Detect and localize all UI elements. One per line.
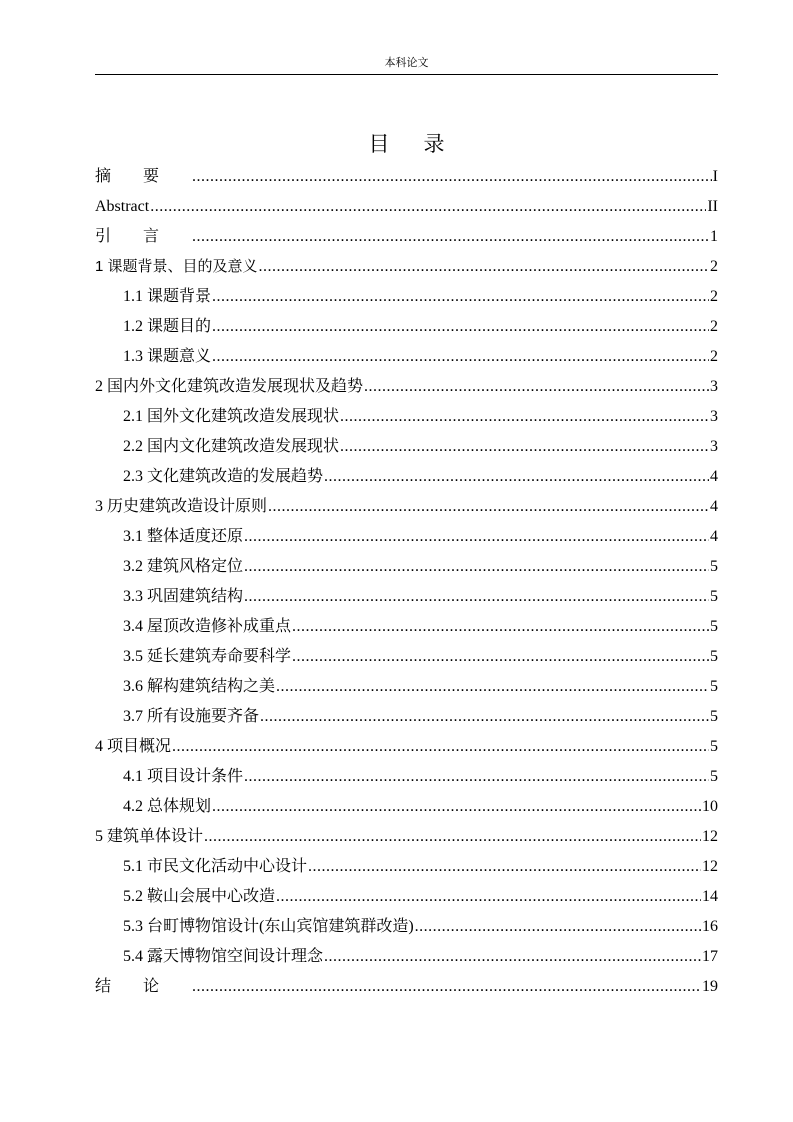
- toc-entry-label: 5 建筑单体设计: [95, 828, 204, 845]
- dot-leader: [364, 372, 709, 402]
- toc-entry-label: 2.3 文化建筑改造的发展趋势: [123, 468, 324, 485]
- toc-entry[interactable]: [95, 522, 718, 552]
- toc-entry-page-number: 2: [710, 288, 718, 305]
- toc-entry-label: 4.1 项目设计条件: [123, 768, 244, 785]
- dot-leader: [244, 762, 709, 792]
- dot-leader: [308, 852, 701, 882]
- toc-entry[interactable]: [95, 822, 718, 852]
- toc-entry-label: 3.3 巩固建筑结构: [123, 588, 244, 605]
- toc-entry-label: 3.6 解构建筑结构之美: [123, 678, 276, 695]
- dot-leader: [276, 672, 709, 702]
- toc-entry-page-number: 3: [710, 408, 718, 425]
- dot-leader: [212, 792, 701, 822]
- toc-entry-page-number: 5: [710, 558, 718, 575]
- dot-leader: [244, 552, 709, 582]
- toc-entry-page-number: 10: [702, 798, 718, 815]
- toc-entry-page-number: 5: [710, 618, 718, 635]
- page-title: 目录: [368, 132, 479, 156]
- running-header: 本科论文: [384, 57, 429, 69]
- toc-entry[interactable]: [95, 432, 718, 462]
- dot-leader: [292, 642, 709, 672]
- table-of-contents: [95, 162, 718, 1002]
- dot-leader: [212, 312, 709, 342]
- toc-entry[interactable]: [95, 672, 718, 702]
- toc-entry-page-number: 5: [710, 588, 718, 605]
- toc-entry-label: 3.4 屋顶改造修补成重点: [123, 618, 292, 635]
- toc-entry[interactable]: [95, 222, 718, 252]
- toc-entry-label: 5.4 露天博物馆空间设计理念: [123, 948, 324, 965]
- toc-entry-label: 5.1 市民文化活动中心设计: [123, 858, 308, 875]
- toc-entry-label: 5.3 台町博物馆设计(东山宾馆建筑群改造): [123, 918, 414, 935]
- toc-entry-label: 1.2 课题目的: [123, 318, 212, 335]
- toc-entry-page-number: 2: [710, 348, 718, 365]
- dot-leader: [244, 582, 709, 612]
- toc-entry-page-number: 4: [710, 498, 718, 515]
- toc-entry[interactable]: [95, 732, 718, 762]
- dot-leader: [324, 942, 701, 972]
- toc-entry-page-number: 5: [710, 678, 718, 695]
- dot-leader: [204, 822, 701, 852]
- toc-entry[interactable]: [95, 282, 718, 312]
- toc-entry[interactable]: [95, 192, 718, 222]
- toc-entry[interactable]: [95, 912, 718, 942]
- toc-entry-label: 4.2 总体规划: [123, 798, 212, 815]
- dot-leader: [415, 912, 701, 942]
- toc-entry-label: 3 历史建筑改造设计原则: [95, 498, 268, 515]
- toc-entry-label: Abstract: [95, 198, 150, 215]
- toc-entry-label: 1 课题背景、目的及意义: [95, 258, 258, 275]
- toc-entry-label: 摘要: [95, 168, 192, 185]
- dot-leader: [260, 702, 709, 732]
- toc-entry-page-number: 5: [710, 768, 718, 785]
- toc-entry-page-number: 4: [710, 468, 718, 485]
- toc-entry-page-number: 5: [710, 708, 718, 725]
- toc-entry[interactable]: [95, 942, 718, 972]
- toc-entry-page-number: 5: [710, 648, 718, 665]
- toc-entry-label: 2.2 国内文化建筑改造发展现状: [123, 438, 340, 455]
- toc-entry[interactable]: [95, 972, 718, 1002]
- toc-entry[interactable]: [95, 612, 718, 642]
- dot-leader: [150, 192, 706, 222]
- toc-entry-label: 3.5 延长建筑寿命要科学: [123, 648, 292, 665]
- dot-leader: [276, 882, 701, 912]
- toc-entry[interactable]: [95, 852, 718, 882]
- toc-entry-label: 1.1 课题背景: [123, 288, 212, 305]
- toc-entry[interactable]: [95, 882, 718, 912]
- dot-leader: [192, 972, 701, 1002]
- toc-entry-page-number: 4: [710, 528, 718, 545]
- toc-entry[interactable]: [95, 762, 718, 792]
- toc-entry-label: 2 国内外文化建筑改造发展现状及趋势: [95, 378, 364, 395]
- toc-entry-label: 3.7 所有设施要齐备: [123, 708, 260, 725]
- toc-entry-page-number: 2: [710, 318, 718, 335]
- toc-entry[interactable]: [95, 342, 718, 372]
- toc-entry-label: 2.1 国外文化建筑改造发展现状: [123, 408, 340, 425]
- toc-entry-page-number: 2: [710, 258, 718, 275]
- toc-entry[interactable]: [95, 552, 718, 582]
- dot-leader: [212, 282, 709, 312]
- toc-entry-label: 3.2 建筑风格定位: [123, 558, 244, 575]
- toc-entry-page-number: 14: [702, 888, 718, 905]
- toc-entry-label: 引言: [95, 228, 192, 245]
- dot-leader: [244, 522, 709, 552]
- dot-leader: [340, 432, 709, 462]
- toc-entry-label: 结论: [95, 978, 192, 995]
- toc-entry[interactable]: [95, 702, 718, 732]
- dot-leader: [268, 492, 709, 522]
- toc-entry-page-number: 16: [702, 918, 718, 935]
- header-rule: [95, 74, 718, 75]
- dot-leader: [292, 612, 709, 642]
- toc-entry-page-number: 5: [710, 738, 718, 755]
- toc-entry[interactable]: [95, 402, 718, 432]
- dot-leader: [172, 732, 709, 762]
- toc-entry-page-number: 12: [702, 858, 718, 875]
- toc-entry-label: 4 项目概况: [95, 738, 172, 755]
- toc-entry[interactable]: [95, 462, 718, 492]
- toc-entry-page-number: 12: [702, 828, 718, 845]
- toc-entry-page-number: 19: [702, 978, 718, 995]
- toc-entry[interactable]: [95, 792, 718, 822]
- dot-leader: [259, 252, 709, 282]
- toc-entry-page-number: 3: [710, 378, 718, 395]
- dot-leader: [340, 402, 709, 432]
- toc-entry-label: 5.2 鞍山会展中心改造: [123, 888, 276, 905]
- toc-entry[interactable]: [95, 372, 718, 402]
- toc-entry-page-number: II: [707, 198, 718, 215]
- toc-entry-page-number: 3: [710, 438, 718, 455]
- toc-entry-label: 3.1 整体适度还原: [123, 528, 244, 545]
- dot-leader: [212, 342, 709, 372]
- toc-entry-label: 1.3 课题意义: [123, 348, 212, 365]
- toc-entry[interactable]: [95, 312, 718, 342]
- toc-entry-page-number: 1: [710, 228, 718, 245]
- dot-leader: [192, 222, 709, 252]
- dot-leader: [192, 162, 712, 192]
- toc-entry[interactable]: [95, 162, 718, 192]
- toc-entry-page-number: I: [712, 168, 718, 185]
- toc-entry[interactable]: [95, 582, 718, 612]
- toc-entry[interactable]: [95, 252, 718, 282]
- dot-leader: [324, 462, 709, 492]
- toc-entry[interactable]: [95, 642, 718, 672]
- toc-entry[interactable]: [95, 492, 718, 522]
- toc-entry-page-number: 17: [702, 948, 718, 965]
